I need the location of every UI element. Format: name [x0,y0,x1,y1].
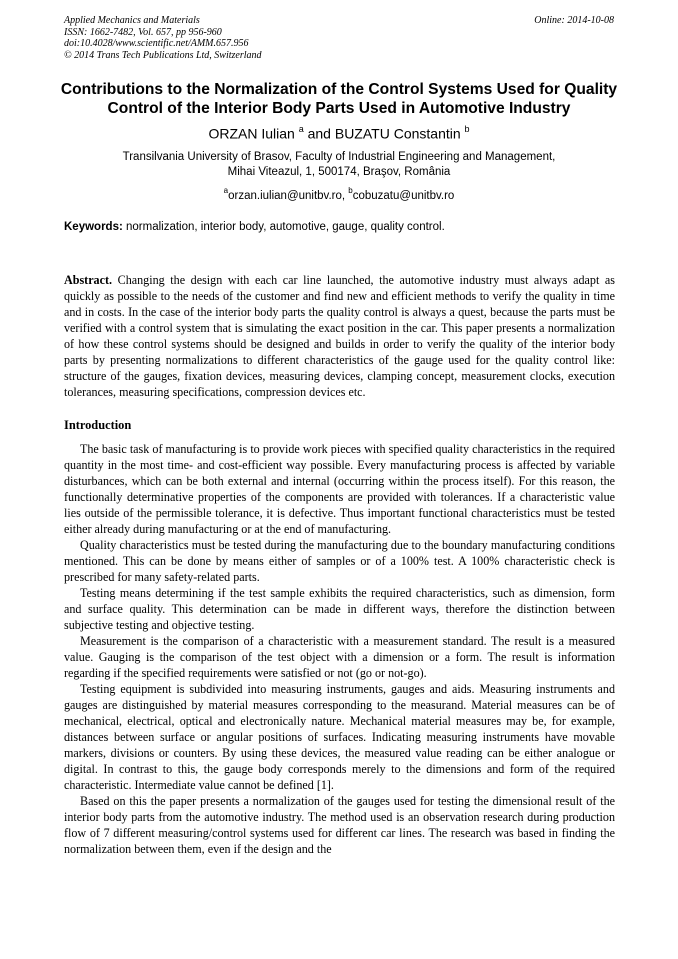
author-conjunction: and [303,125,335,142]
keywords [64,220,614,235]
introduction-body [64,441,615,857]
author-line [50,122,628,143]
author-emails [50,184,628,204]
author-2-superscript: b [464,124,470,134]
issn-line: ISSN: 1662-7482, Vol. 657, pp 956-960 [64,26,222,38]
intro-paragraph: Testing equipment is subdivided into measuring instruments, gauges and aids. Measuring instruments and gauges are distinguished by material measures corresponding to the measurand. Material measures can be of mechanical, electrical, optical and electronically nature. Mechanical material measures may be, for example, distances between surface or angular positions of surfaces. Indicating measuring instruments have movable markers, divisions or counters. By using these devices, the measured value reading can be either analogue or digital. In contrast to this, the gauge body corresponds merely to the dimensions and form of the required characteristic. Intermediate value cannot be defined [1]. [64,682,615,792]
email-separator: , [341,189,349,202]
paper-title: Contributions to the Normalization of the Control Systems Used for Quality Control of the Interior Body Parts Used in Automotive Industry [60,81,618,117]
intro-paragraph: Quality characteristics must be tested during the manufacturing due to the boundary manufacturing conditions mentioned. This can be done by means either of samples or of a 100% test. A 100% characteristic check is prescribed for many safety-related parts. [64,538,615,584]
copyright-line: © 2014 Trans Tech Publications Ltd, Switzerland [64,49,262,61]
intro-paragraph: Testing means determining if the test sample exhibits the required characteristics, such as dimension, form and surface quality. This determination can be made in different ways, therefore the distinction between subjective testing and objective testing. [64,586,615,632]
abstract-text: Changing the design with each car line launched, the automotive industry must always adapt as quickly as possible to the needs of the customer and find new and efficient methods to verify the quality in time and in costs. In the case of the interior body parts the quality control is always a quest, because the parts must be verified with a control system that is simulating the exact position in the car. This paper presents a normalization of how these control systems should be designed and builds in order to verify the quality of the interior body parts by presenting normalizations to different characteristics of the gauge used for the quality control like: structure of the gauges, fixation devices, measuring devices, clamping concept, measurement clocks, execution tolerances, measuring specifications, compression devices etc. [64,273,615,399]
abstract-label: Abstract. [64,273,113,287]
online-date: Online: 2014-10-08 [534,15,614,26]
journal-header [64,15,262,61]
affiliation [50,150,628,180]
abstract [64,272,615,400]
author-2-name: BUZATU Constantin [334,125,461,142]
keywords-label: Keywords: [64,221,123,233]
email-a: orzan.iulian@unitbv.ro [228,189,342,202]
affiliation-line-1: Transilvania University of Brasov, Faculty of Industrial Engineering and Management, [122,151,556,163]
author-1-name: ORZAN Iulian [208,125,295,142]
introduction-heading: Introduction [64,418,132,432]
email-b-superscript: b [348,186,353,195]
doi-line: doi:10.4028/www.scientific.net/AMM.657.956 [64,38,249,49]
journal-name: Applied Mechanics and Materials [64,15,200,26]
email-b: cobuzatu@unitbv.ro [352,189,455,202]
affiliation-line-2: Mihai Viteazul, 1, 500174, Braşov, România [227,166,451,178]
intro-paragraph: Based on this the paper presents a normalization of the gauges used for testing the dimensional result of the interior body parts from the automotive industry. The method used is an observation research during production flow of 7 different measuring/control systems used for different car lines. The research was based in finding the normalization between them, even if the design and the [64,794,615,856]
keywords-text: normalization, interior body, automotive, gauge, quality control. [122,221,445,233]
author-1-superscript: a [298,124,304,134]
email-a-superscript: a [223,186,229,195]
intro-paragraph: Measurement is the comparison of a characteristic with a measurement standard. The result is a measured value. Gauging is the comparison of the test object with a dimension or a form. The result is information regarding if the specified requirements were satisfied or not (go or not-go). [64,634,615,680]
intro-paragraph: The basic task of manufacturing is to provide work pieces with specified quality characteristics in the required quantity in the most time- and cost-efficient way possible. Every manufacturing process is affected by variable disturbances, which can be both external and internal (occurring within the process itself). For this reason, the functionally determinative properties of the components are provided with tolerances. If a characteristic value lies outside of the permissible tolerance, it is defective. Thus important functional characteristics must be tested either already during manufacturing or at the end of manufacturing. [64,442,615,536]
